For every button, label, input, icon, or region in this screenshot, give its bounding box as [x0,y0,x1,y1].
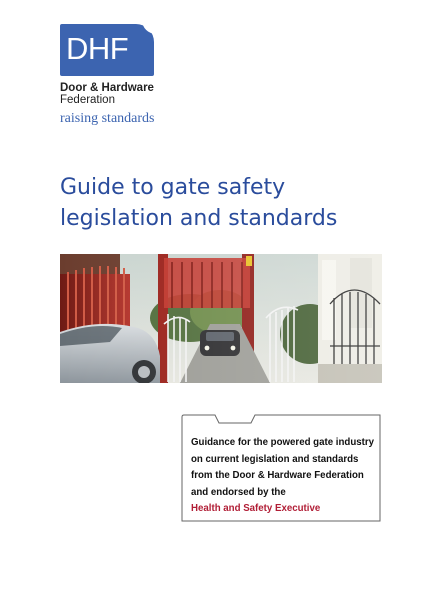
guidance-text [191,435,379,518]
logo-subname: Federation [60,94,115,106]
dhf-logo-mark [60,24,154,76]
logo-tagline: raising standards [60,111,155,126]
hse-highlight: Health and Safety Executive [191,503,321,514]
logo-name: Door & Hardware [60,82,154,94]
logo-abbreviation: DHF [66,31,129,66]
gate-car-photo [60,254,382,383]
title-line-2: legislation and standards [60,206,338,231]
guidance-body: Guidance for the powered gate industry on current legislation and standards from the Door & Hardware Federation and endorsed by the [191,437,375,498]
page-title [60,172,337,234]
title-line-1: Guide to gate safety [60,175,286,200]
dhf-logo [60,24,156,127]
guidance-note [181,414,381,522]
